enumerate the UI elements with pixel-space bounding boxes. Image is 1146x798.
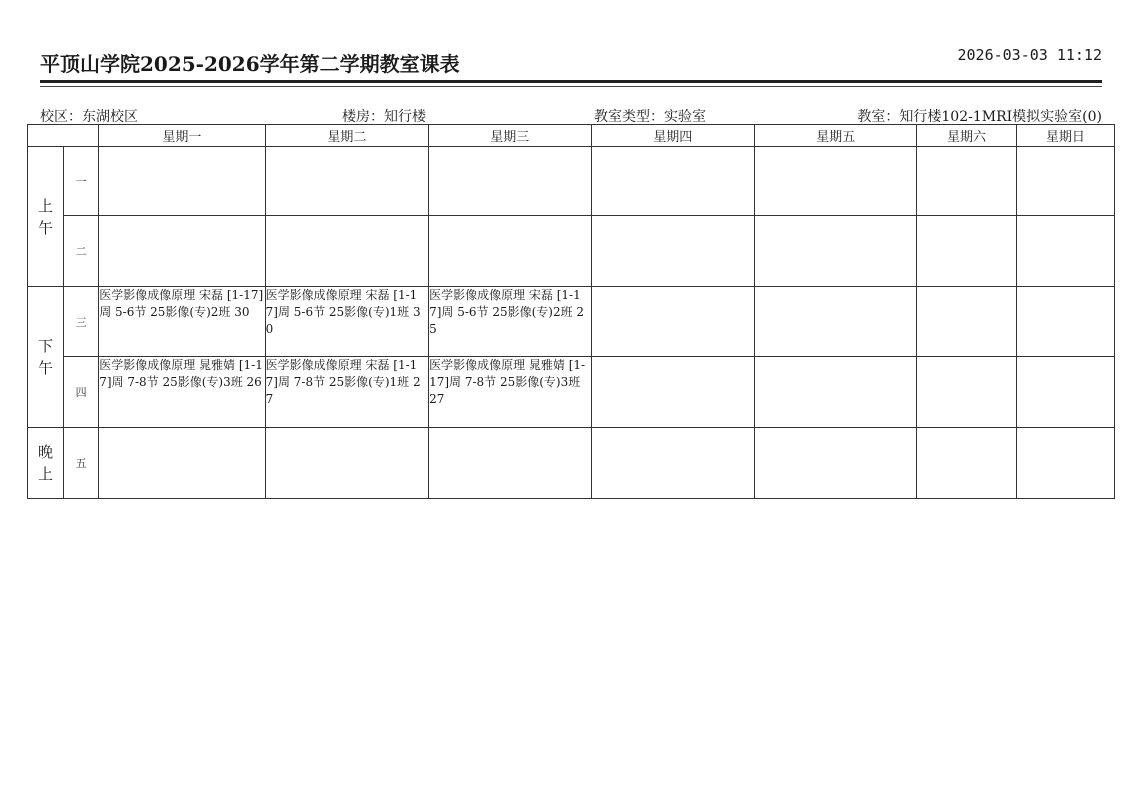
page-title: 平顶山学院2025-2026学年第二学期教室课表 bbox=[40, 52, 460, 76]
schedule-cell bbox=[265, 428, 428, 499]
building-label: 楼房：知行楼 bbox=[342, 109, 426, 125]
slot-label: 二 bbox=[64, 216, 99, 287]
slot-label: 三 bbox=[64, 287, 99, 357]
period-morning bbox=[28, 147, 64, 287]
schedule-cell bbox=[265, 287, 428, 357]
table-row bbox=[28, 216, 1115, 287]
day-header-sat: 星期六 bbox=[917, 125, 1016, 147]
schedule-cell bbox=[265, 216, 428, 287]
course-entry: 医学影像成像原理 晁雅婧 [1-17]周 7-8节 25影像(专)3班 26 bbox=[99, 358, 263, 389]
period-label-char: 午 bbox=[38, 359, 54, 377]
day-header-mon: 星期一 bbox=[99, 125, 265, 147]
schedule-cell bbox=[917, 147, 1016, 216]
schedule-cell bbox=[917, 357, 1016, 428]
header-rule-thick bbox=[40, 80, 1102, 83]
schedule-cell bbox=[429, 428, 591, 499]
classroom-schedule-table bbox=[27, 124, 1115, 499]
schedule-cell bbox=[591, 147, 754, 216]
table-row bbox=[28, 428, 1115, 499]
schedule-cell bbox=[265, 357, 428, 428]
schedule-cell bbox=[429, 287, 591, 357]
schedule-cell bbox=[754, 147, 916, 216]
schedule-cell bbox=[917, 216, 1016, 287]
table-row bbox=[28, 147, 1115, 216]
room-label: 教室：知行楼102-1MRI模拟实验室(0) bbox=[857, 109, 1102, 125]
header-row bbox=[28, 125, 1115, 147]
period-afternoon bbox=[28, 287, 64, 428]
course-entry: 医学影像成像原理 宋磊 [1-17]周 5-6节 25影像(专)2班 30 bbox=[99, 288, 264, 319]
period-label-char: 下 bbox=[38, 337, 54, 355]
schedule-cell bbox=[429, 216, 591, 287]
day-header-wed: 星期三 bbox=[429, 125, 591, 147]
course-entry: 医学影像成像原理 宋磊 [1-17]周 7-8节 25影像(专)1班 27 bbox=[265, 358, 421, 406]
schedule-cell bbox=[99, 428, 265, 499]
schedule-cell bbox=[754, 287, 916, 357]
schedule-cell bbox=[754, 216, 916, 287]
period-label-char: 上 bbox=[38, 196, 54, 215]
day-header-fri: 星期五 bbox=[754, 125, 916, 147]
table-row bbox=[28, 357, 1115, 428]
schedule-cell bbox=[99, 357, 265, 428]
schedule-cell bbox=[917, 428, 1016, 499]
header-rule-thin bbox=[40, 86, 1102, 87]
corner-cell bbox=[28, 125, 99, 147]
day-header-sun: 星期日 bbox=[1016, 125, 1114, 147]
schedule-cell bbox=[99, 216, 265, 287]
period-evening bbox=[28, 428, 64, 499]
day-header-thu: 星期四 bbox=[591, 125, 754, 147]
schedule-meta bbox=[40, 106, 1102, 124]
schedule-cell bbox=[99, 287, 265, 357]
schedule-cell bbox=[754, 428, 916, 499]
schedule-cell bbox=[591, 357, 754, 428]
course-entry: 医学影像成像原理 宋磊 [1-17]周 5-6节 25影像(专)1班 30 bbox=[265, 288, 421, 336]
slot-label: 四 bbox=[64, 357, 99, 428]
schedule-cell bbox=[429, 357, 591, 428]
schedule-cell bbox=[591, 287, 754, 357]
schedule-cell bbox=[754, 357, 916, 428]
schedule-cell bbox=[1016, 357, 1114, 428]
schedule-cell bbox=[1016, 428, 1114, 499]
schedule-cell bbox=[429, 147, 591, 216]
schedule-cell bbox=[917, 287, 1016, 357]
course-entry: 医学影像成像原理 晁雅婧 [1-17]周 7-8节 25影像(专)3班 27 bbox=[429, 358, 586, 406]
period-label-char: 午 bbox=[38, 218, 54, 237]
table-row bbox=[28, 287, 1115, 357]
slot-label: 一 bbox=[64, 147, 99, 216]
schedule-cell bbox=[1016, 216, 1114, 287]
period-label-char: 上 bbox=[38, 465, 54, 483]
course-entry: 医学影像成像原理 宋磊 [1-17]周 5-6节 25影像(专)2班 25 bbox=[429, 288, 585, 336]
slot-label: 五 bbox=[64, 428, 99, 499]
schedule-cell bbox=[1016, 147, 1114, 216]
period-label-char: 晚 bbox=[38, 443, 54, 461]
room-type-label: 教室类型：实验室 bbox=[594, 109, 706, 125]
campus-label: 校区：东湖校区 bbox=[40, 109, 138, 125]
schedule-cell bbox=[591, 428, 754, 499]
print-timestamp: 2026-03-03 11:12 bbox=[957, 46, 1102, 64]
schedule-cell bbox=[99, 147, 265, 216]
day-header-tue: 星期二 bbox=[265, 125, 428, 147]
schedule-cell bbox=[1016, 287, 1114, 357]
schedule-cell bbox=[265, 147, 428, 216]
schedule-cell bbox=[591, 216, 754, 287]
